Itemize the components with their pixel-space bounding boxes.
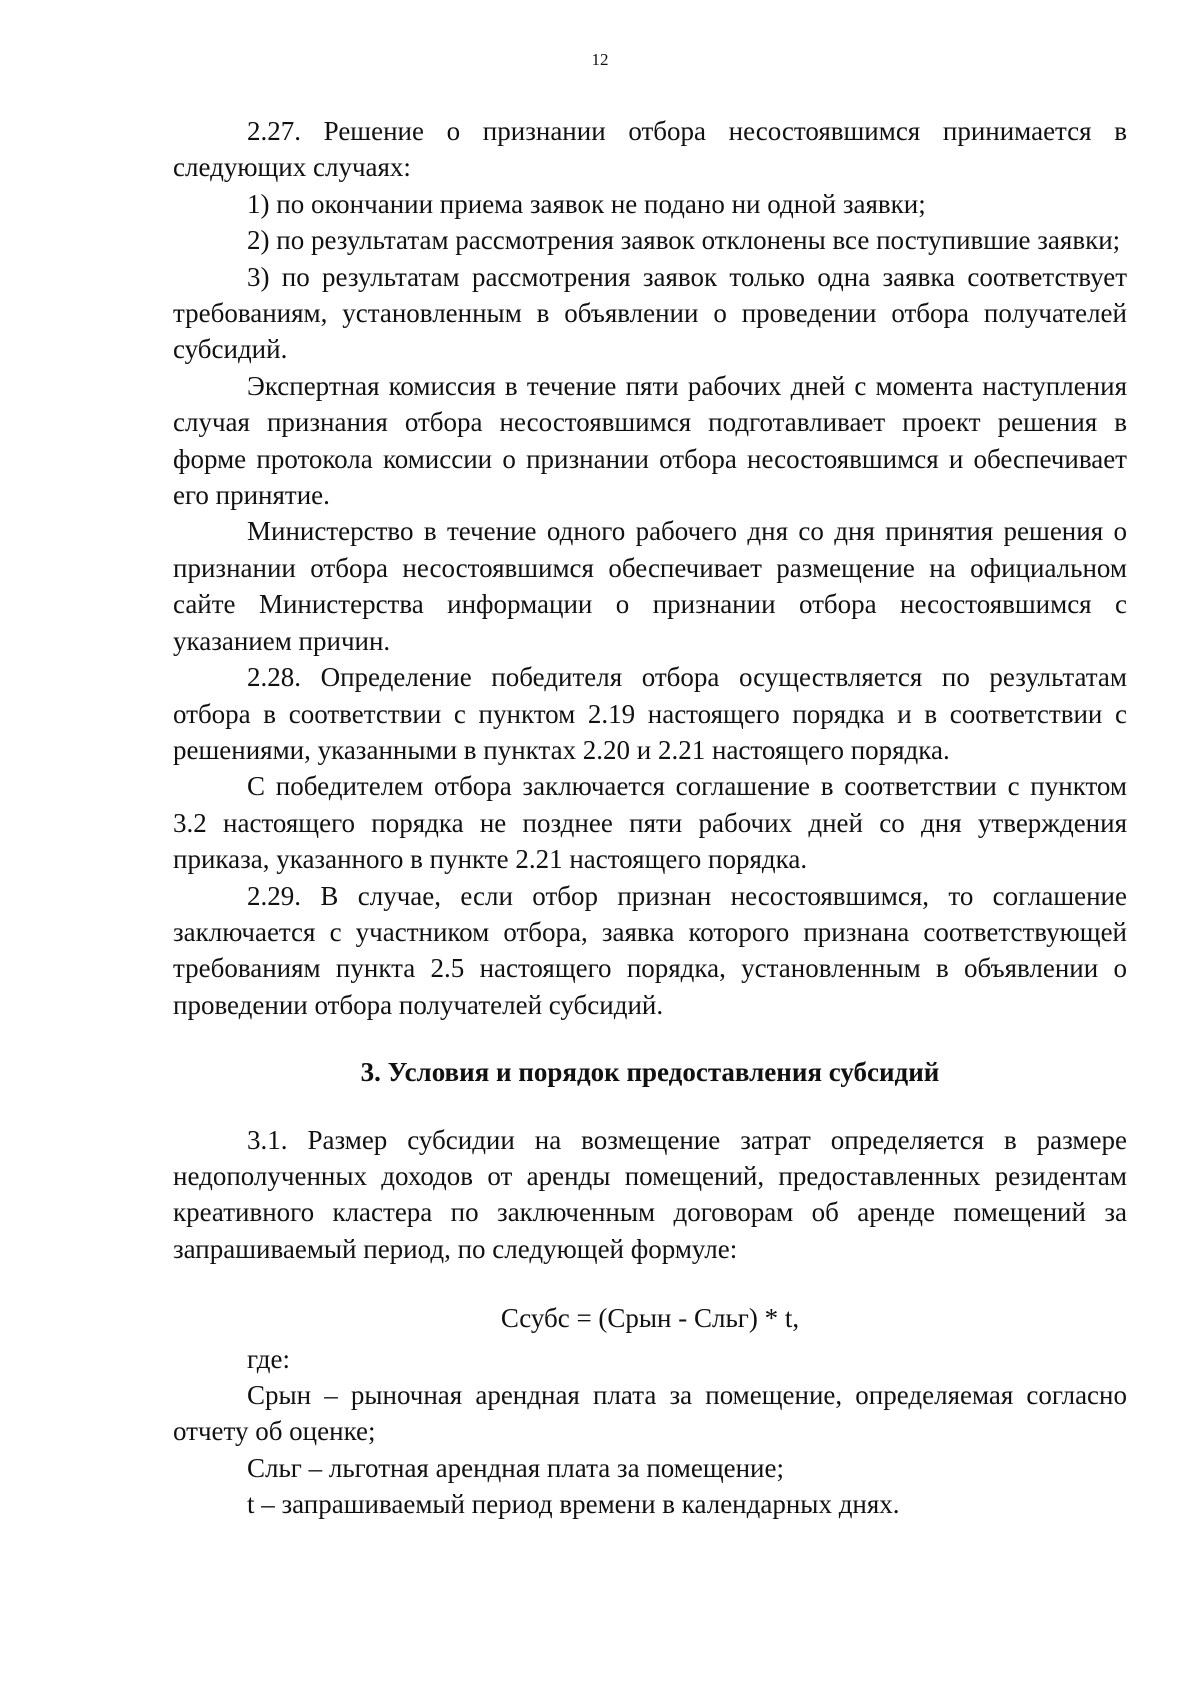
list-item-2: 2) по результатам рассмотрения заявок отклонены все поступившие заявки; — [247, 225, 1121, 256]
paragraph-commission: Экспертная комиссия в течение пяти рабочих дней с момента наступления случая признания отбора несостоявшимся подготавливает проект решения в форме протокола комиссии о признании отбора несостоявшимся и обеспечивает его принятие. — [173, 370, 1127, 511]
formula: Ссубс = (Срын - Сльг) * t, — [500, 1303, 800, 1334]
definition-period: t – запрашиваемый период времени в календарных днях. — [247, 1489, 900, 1520]
document-body — [173, 113, 1127, 1523]
paragraph-ministry: Министерство в течение одного рабочего дня со дня принятия решения о признании отбора несостоявшимся обеспечивает размещение на официальном сайте Министерства информации о признании отбора несостоявшимся с указанием причин. — [173, 516, 1127, 656]
paragraph-3-1: 3.1. Размер субсидии на возмещение затрат определяется в размере недополученных доходов от аренды помещений, предоставленных резидентам креативного кластера по заключенным договорам об аренде помещений за запрашиваемый период, по следующей формуле: — [173, 1124, 1127, 1264]
where-label: где: — [247, 1343, 290, 1374]
list-item-3: 3) по результатам рассмотрения заявок только одна заявка соответствует требованиям, установленным в объявлении о проведении отбора получателей субсидий. — [173, 261, 1127, 365]
page-number: 12 — [591, 50, 609, 69]
paragraph-2-29: 2.29. В случае, если отбор признан несостоявшимся, то соглашение заключается с участником отбора, заявка которого признана соответствующей требованиям пункта 2.5 настоящего порядка, установленным в объявлении о проведении отбора получателей субсидий. — [173, 880, 1127, 1020]
definition-market-rent: Срын – рыночная арендная плата за помещение, определяемая согласно отчету об оценке; — [173, 1380, 1127, 1447]
list-item-1: 1) по окончании приема заявок не подано ни одной заявки; — [247, 188, 926, 219]
paragraph-2-28: 2.28. Определение победителя отбора осуществляется по результатам отбора в соответствии с пунктом 2.19 настоящего порядка и в соответствии с решениями, указанными в пунктах 2.20 и 2.21 настоящего порядка. — [173, 662, 1127, 765]
paragraph-2-27: 2.27. Решение о признании отбора несостоявшимся принимается в следующих случаях: — [173, 116, 1127, 183]
definition-preferential-rent: Сльг – льготная арендная плата за помещение; — [247, 1452, 784, 1483]
section-title: 3. Условия и порядок предоставления субсидий — [360, 1057, 940, 1088]
paragraph-agreement: С победителем отбора заключается соглашение в соответствии с пунктом 3.2 настоящего порядка не позднее пяти рабочих дней со дня утверждения приказа, указанного в пункте 2.21 настоящего порядка. — [173, 771, 1127, 875]
